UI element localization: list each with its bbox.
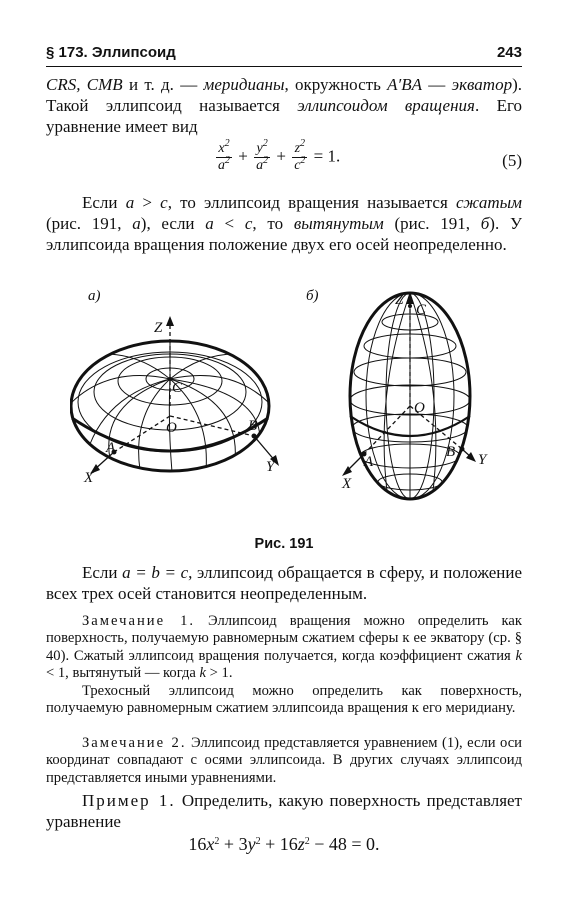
equation-5	[46, 138, 522, 181]
exponent: 2	[263, 155, 269, 166]
text-fragment: Если	[82, 563, 123, 582]
text-fragment: c	[244, 214, 253, 233]
exponent: 2	[214, 836, 220, 847]
text-fragment: . Его уравнение имеет вид	[46, 96, 523, 136]
exponent: 2	[262, 138, 268, 149]
text-fragment: Трехосный эллипсоид можно определить как поверхность, получаемую равномерным сжатием эллипсоида вращения к его меридиану.	[46, 683, 522, 717]
fraction-x	[216, 138, 232, 174]
eq-var: x	[206, 834, 215, 854]
term-meridians: меридианы	[203, 75, 285, 94]
text-fragment: Если	[82, 193, 126, 212]
fraction-y	[254, 138, 270, 174]
axis-label-z: Z	[395, 292, 404, 308]
text-fragment: , то эллипсоид вращения называется	[167, 193, 456, 212]
paragraph-sphere	[46, 562, 522, 604]
page-number: 243	[496, 44, 522, 61]
text-fragment: <	[213, 214, 245, 233]
point-label-o: O	[166, 420, 177, 436]
figure-191	[70, 284, 510, 524]
axis-label-y: Y	[266, 459, 275, 475]
fraction-z	[292, 138, 307, 174]
equation-rhs: = 1.	[313, 146, 341, 166]
point-label-o: O	[414, 400, 425, 416]
header-rule	[46, 66, 522, 67]
text-fragment: A′BA	[387, 75, 422, 94]
numerator: z	[294, 141, 301, 156]
running-header	[46, 44, 522, 64]
eq-term: + 16	[260, 834, 298, 854]
equation-5-body: $\frac{x^2}{a^2}$ + $\frac{y^2}{a^2}$ + $\frac{z^2}{c^2}$ = 1.	[218, 138, 341, 173]
eq-var: y	[247, 834, 256, 854]
text-fragment: , то	[252, 214, 294, 233]
text-fragment: , окружность	[284, 75, 388, 94]
term-ellipsoid-of-revolution: эллипсоидом вращения	[297, 96, 475, 115]
text-fragment: a = b = c	[122, 563, 189, 582]
example-equation	[46, 834, 522, 855]
axis-label-z: Z	[154, 320, 163, 336]
exponent: 2	[300, 155, 306, 166]
panel-b-label: б)	[306, 288, 319, 304]
axis-label-x: X	[342, 476, 352, 492]
text-fragment: >	[134, 193, 161, 212]
remark-1	[46, 613, 522, 683]
point-label-a: A	[364, 454, 374, 470]
text-fragment: c	[160, 193, 168, 212]
point-label-b: B	[446, 444, 456, 460]
term-oblate: сжатым	[455, 193, 523, 212]
text-fragment: k	[515, 647, 522, 664]
denominator: a	[218, 158, 225, 173]
text-fragment: , эллипсоид обращается в сферу, и положение всех трех осей становится неопределенным.	[46, 563, 522, 603]
figure-caption: Рис. 191	[254, 536, 314, 552]
eq-term: + 3	[219, 834, 248, 854]
numerator: y	[256, 141, 263, 156]
point-label-b: B	[248, 418, 258, 434]
section-title: § 173. Эллипсоид	[46, 44, 176, 61]
text-fragment: > 1.	[206, 665, 233, 682]
text-fragment: a	[125, 193, 135, 212]
numerator: x	[218, 141, 225, 156]
exponent: 2	[224, 138, 230, 149]
text-fragment: ). У эллипсоида вращения положение двух его осей неопределенно.	[46, 214, 522, 254]
text-fragment: k	[199, 665, 206, 682]
point-label-c: C	[416, 302, 427, 318]
text-fragment: а	[132, 214, 141, 233]
text-fragment: (рис. 191,	[383, 214, 481, 233]
remark-2-heading: Замечание 2.	[82, 735, 187, 751]
denominator: a	[256, 158, 264, 173]
panel-b-prolate-ellipsoid	[306, 288, 488, 499]
axis-label-y: Y	[478, 452, 487, 468]
exponent: 2	[300, 138, 306, 149]
exponent: 2	[225, 155, 230, 166]
exponent: 2	[304, 836, 310, 847]
equation-number: (5)	[502, 151, 522, 170]
text-fragment: ). Такой эллипсоид называется	[46, 75, 522, 115]
eq-term: − 48 = 0.	[309, 834, 380, 854]
example-1	[46, 790, 522, 832]
text-fragment: ), если	[140, 214, 206, 233]
remark-2	[46, 735, 522, 787]
point-label-c: C	[172, 380, 183, 396]
paragraph-meridians	[46, 74, 522, 137]
term-prolate: вытянутым	[293, 214, 384, 233]
text-fragment: б	[480, 214, 490, 233]
text-fragment: CRS, CMB	[46, 75, 123, 94]
eq-var: z	[297, 834, 305, 854]
text-fragment: a	[205, 214, 214, 233]
panel-a-label: а)	[88, 288, 101, 304]
text-fragment: —	[421, 75, 452, 94]
remark-1-heading: Замечание 1.	[82, 613, 196, 629]
exponent: 2	[255, 836, 261, 847]
paragraph-oblate-prolate	[46, 192, 522, 255]
text-fragment: Эллипсоид представляется уравнением (1), если оси координат совпадают с осями эллипсоида. В других случаях эллипсоид представляется иными уравнениями.	[46, 735, 522, 786]
text-fragment: Эллипсоид вращения можно определить как поверхность, получаемую равномерным сжатием сферы к ее экватору (ср. § 40). Сжатый эллипсоид вращения получается, когда коэффициент сжатия	[46, 613, 522, 664]
paragraph-triaxial	[46, 683, 522, 718]
axis-label-x: X	[84, 470, 94, 486]
text-fragment: < 1, вытянутый — когда	[46, 665, 200, 682]
example-1-heading: Пример 1.	[82, 791, 176, 810]
panel-a-oblate-ellipsoid	[71, 288, 279, 486]
text-fragment: и т. д. —	[122, 75, 204, 94]
text-fragment: Определить, какую поверхность представляет уравнение	[46, 791, 522, 831]
eq-term: 16	[188, 834, 207, 854]
text-fragment: (рис. 191,	[46, 214, 133, 233]
term-equator: экватор	[451, 75, 513, 94]
denominator: c	[294, 158, 301, 173]
point-label-a: A	[106, 440, 116, 456]
